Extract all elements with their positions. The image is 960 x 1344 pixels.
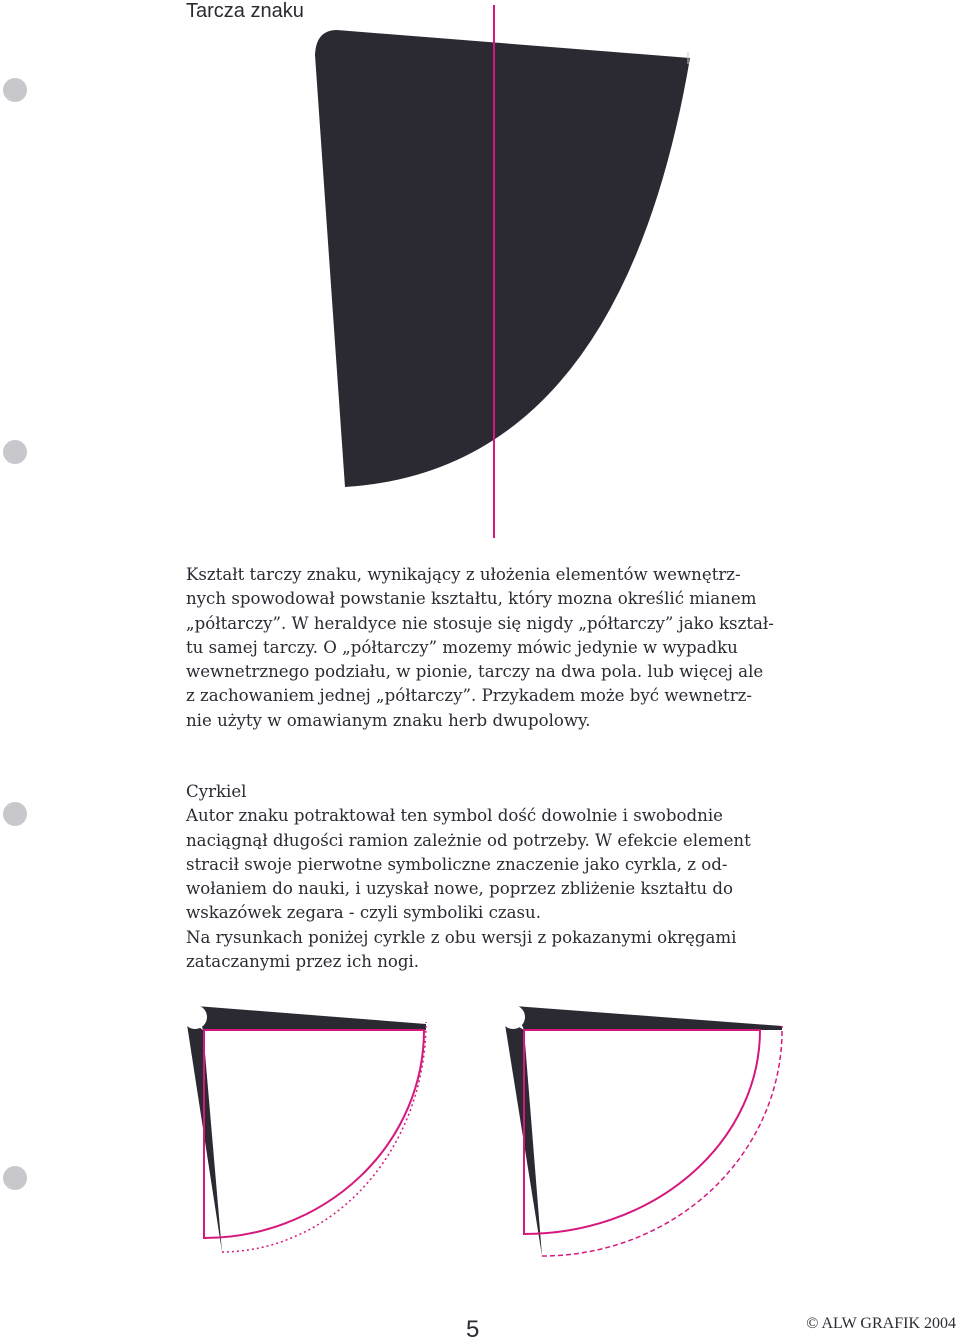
drawn-arc-inner <box>524 1030 760 1234</box>
text-line: Kształt tarczy znaku, wynikający z ułożenia elementów wewnętrz- <box>186 565 741 584</box>
compass-diagram-right <box>501 1005 782 1256</box>
text-line: z zachowaniem jednej „półtarczy”. Przykadem może być wewnetrz- <box>186 686 753 706</box>
compass-leg-right <box>514 1006 782 1030</box>
text-line: wewnetrznego podziału, w pionie, tarczy na dwa pola. lub więcej ale <box>186 662 764 682</box>
drawn-arc-outer <box>542 1026 782 1256</box>
text-line: wskazówek zegara - czyli symboliki czasu. <box>186 903 542 923</box>
section-title: Tarcza znaku <box>186 0 304 22</box>
text-line: zataczanymi przez ich nogi. <box>186 952 420 972</box>
text-line: wołaniem do nauki, i uzyskał nowe, poprzez zbliżenie kształtu do <box>186 879 733 899</box>
compass-hinge <box>183 1005 207 1029</box>
compass-diagram-left <box>183 1005 426 1252</box>
compass-leg-right <box>196 1006 426 1030</box>
page-number: 5 <box>466 1316 480 1343</box>
text-line: nych spowodował powstanie kształtu, który mozna określić mianem <box>186 589 757 609</box>
text-line: tu samej tarczy. O „półtarczy” mozemy mówic jedynie w wypadku <box>186 637 738 657</box>
text-line: Na rysunkach poniżej cyrkle z obu wersji z pokazanymi okręgami <box>186 927 737 947</box>
copyright-notice: © ALW GRAFIK 2004 <box>806 1315 956 1332</box>
text-line: Autor znaku potraktował ten symbol dość dowolnie i swobodnie <box>186 806 723 826</box>
text-line: naciągnął długości ramion zależnie od potrzeby. W efekcie element <box>186 830 751 850</box>
compass-hinge <box>501 1005 525 1029</box>
text-line: stracił swoje pierwotne symboliczne znaczenie jako cyrkla, z od- <box>186 854 728 874</box>
compass-heading: Cyrkiel <box>186 782 247 801</box>
text-line: „półtarczy”. W heraldyce nie stosuje się nigdy „półtarczy” jako kształ- <box>186 613 774 633</box>
text-line: nie użyty w omawianym znaku herb dwupolowy. <box>186 710 591 730</box>
drawn-arc-inner <box>204 1030 424 1238</box>
drawn-arc-outer <box>222 1022 426 1252</box>
